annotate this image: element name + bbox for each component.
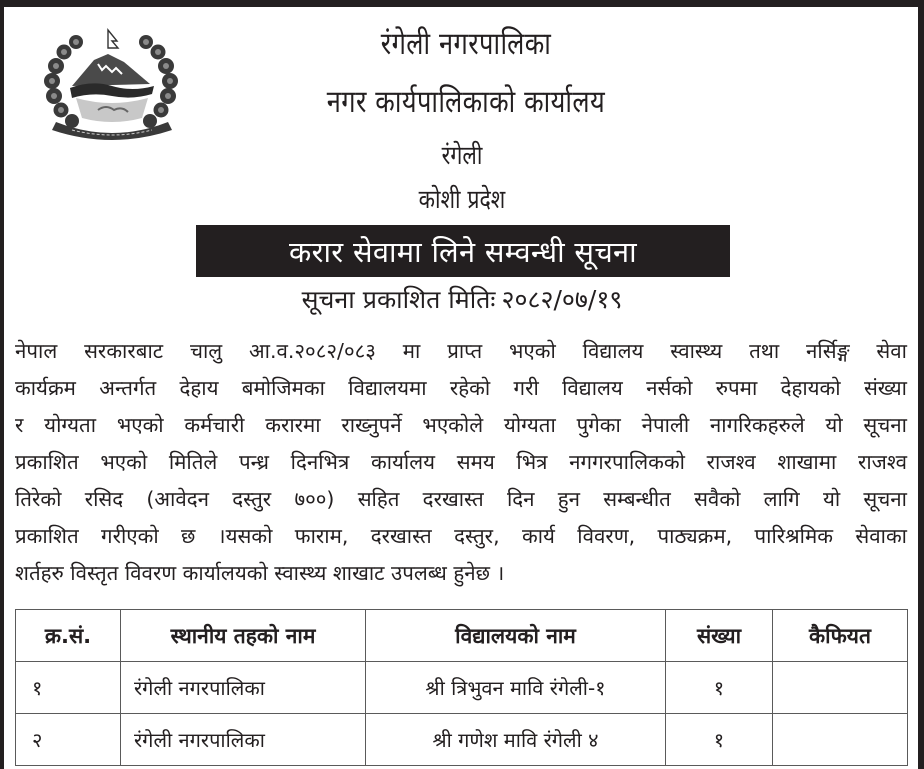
column-header-count: संख्या: [666, 610, 773, 662]
notice-title: करार सेवामा लिने सम्वन्धी सूचना: [289, 234, 637, 269]
table-header-row: [16, 610, 908, 662]
column-header-local-level: स्थानीय तहको नाम: [121, 610, 366, 662]
notice-title-banner: [196, 225, 730, 277]
frame-border-right: [918, 0, 924, 769]
body-line: कार्यक्रम अन्तर्गत देहाय बमोजिमका विद्यालयमा रहेको गरी विद्यालय नर्सको रुपमा देहायको संख्या: [15, 376, 907, 400]
column-header-school: विद्यालयको नाम: [366, 610, 666, 662]
body-line: शर्तहरु विस्तृत विवरण कार्यालयको स्वास्थ्य शाखाट उपलब्ध हुनेछ ।: [15, 561, 505, 585]
body-line: प्रकाशित भएको मितिले पन्ध्र दिनभित्र कार्यालय समय भित्र नगगरपालिकको राजश्व शाखामा राजश्व: [15, 450, 907, 474]
cell-remarks: [773, 714, 908, 766]
table-row: [16, 714, 908, 766]
vacancy-table: [15, 609, 908, 766]
body-line: र योग्यता भएको कर्मचारी करारमा राख्नुपर्ने भएकोले योग्यता पुगेका नेपाली नागरिकहरुले यो सूचना: [15, 413, 907, 437]
location-name: रंगेली: [441, 141, 483, 171]
office-name: नगर कार्यपालिकाको कार्यालय: [326, 84, 606, 120]
cell-count: १: [666, 714, 773, 766]
cell-school: श्री त्रिभुवन मावि रंगेली-१: [366, 662, 666, 714]
cell-local-level: रंगेली नगरपालिका: [121, 662, 366, 714]
publication-date-label: सूचना प्रकाशित मितिः: [301, 285, 496, 314]
cell-school: श्री गणेश मावि रंगेली ४: [366, 714, 666, 766]
publication-date-value: २०८२/०७/१९: [501, 285, 623, 314]
province-name: कोशी प्रदेश: [418, 185, 506, 215]
column-header-remarks: कैफियत: [773, 610, 908, 662]
cell-count: १: [666, 662, 773, 714]
publication-date-line: [0, 282, 924, 316]
frame-border-left: [0, 0, 4, 769]
cell-local-level: रंगेली नगरपालिका: [121, 714, 366, 766]
body-line: नेपाल सरकारबाट चालु आ.व.२०८२/०८३ मा प्राप्त भएको विद्यालय स्वास्थ्य तथा नर्सिङ्ग सेवा: [15, 339, 907, 363]
cell-remarks: [773, 662, 908, 714]
cell-serial: १: [16, 662, 121, 714]
cell-serial: २: [16, 714, 121, 766]
frame-border-top: [0, 0, 924, 7]
municipality-name: रंगेली नगरपालिका: [380, 26, 552, 62]
body-line: प्रकाशित गरीएको छ ।यसको फाराम, दरखास्त दस्तुर, कार्य विवरण, पाठ्यक्रम, पारिश्रमिक सेवाका: [15, 524, 907, 548]
body-line: तिरेको रसिद (आवेदन दस्तुर ७००) सहित दरखास्त दिन हुन सम्बन्धीत सवैको लागि यो सूचना: [15, 487, 907, 511]
notice-body: [15, 333, 907, 592]
column-header-serial: क्र.सं.: [16, 610, 121, 662]
table-row: [16, 662, 908, 714]
